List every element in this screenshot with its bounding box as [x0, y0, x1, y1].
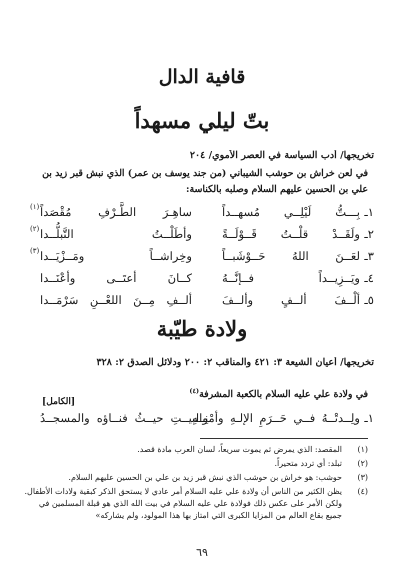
verse — [30, 409, 374, 429]
poem-title: بتّ ليلي مسهداً — [134, 108, 270, 133]
footnote-text: حوشب: هو خراش بن حوشب الذي نبش قبر زيد بن علي بن الحسين عليهم السلام. — [68, 473, 342, 482]
verse-number: ١ـ — [364, 205, 374, 219]
poem-source: تخريجها/ أعيان الشيعة ٣: ٤٢١ والمناقب ٢: ٢٠٠ ودلائل الصدق ٢: ٣٢٨ — [96, 357, 374, 368]
footnote-number: (١) — [357, 445, 368, 454]
verse-first-hemistich: ألْــفَ ألــفٍ وألــفَ — [222, 293, 360, 307]
footnote — [22, 486, 368, 522]
footnote-separator — [200, 438, 368, 439]
verse-second-hemistich: وخِراشــاً ومَــزْيَــدا — [40, 249, 192, 263]
verse-first-hemistich: ولَقَــدْ قلْــتُ قَــوْلَــةً — [222, 227, 360, 241]
verse-first-hemistich: لعَــنَ اللهُ حَــوْشَبــاً — [222, 249, 360, 263]
verse-number: ٣ـ — [364, 249, 374, 263]
verse-number: ٥ـ — [364, 293, 374, 307]
footnote-marker: (٣) — [30, 247, 40, 255]
verse-first-hemistich: ولِــدتْــهُ فــي حَــرَمِ الإلـهِ وأمْنِــهِ — [192, 411, 360, 425]
verse-number: ١ـ — [364, 411, 374, 425]
verse-second-hemistich: كــانَ أعتَــى وأعْنَــدا — [40, 271, 192, 285]
poem-intro-line: علي بن الحسين عليهم السلام وصلبه بالكناسة: — [186, 184, 368, 195]
verse-second-hemistich: ساهِـرَ الطَّـرْفِ مُقْصَداً — [40, 205, 192, 219]
poem-title: ولادة طيّبة — [156, 316, 248, 341]
poem-intro-line: في لعن خراش بن حوشب الشيباني (من جند يوسف بن عمر) الذي نبش قبر زيد بن — [42, 168, 368, 179]
verse — [30, 203, 374, 223]
footnote-number: (٣) — [357, 473, 368, 482]
verse — [30, 247, 374, 267]
footnote-number: (٢) — [357, 459, 368, 468]
verse — [30, 269, 374, 289]
footnote — [22, 444, 368, 456]
meter-label: [الكامل] — [42, 397, 76, 407]
verse-number: ٢ـ — [364, 227, 374, 241]
verse-first-hemistich: ويَــزِيــداً فــإنَّــهُ — [222, 271, 360, 285]
footnote — [22, 458, 368, 470]
verse — [30, 225, 374, 245]
footnote-marker: (٤) — [189, 387, 200, 395]
page-number: ٦٩ — [196, 546, 208, 559]
verse-first-hemistich: بِـــتُّ لَيْلِــي مُسهــداً — [222, 205, 360, 219]
poem-intro — [28, 383, 368, 403]
footnote-text: يظن الكثير من الناس أن ولادة علي عليه السلام أمر عادي لا يستحق الذكر كبقية ولادات الأطفال. ولكن الأمر على عكس ذلك فولادة علي عليه السلام في بيت الله الذي هو قبلة المسلمين في جميع بقاع العالم من المزايا الكبرى التي امتاز بها هذا المولود، ولم يشاركه» — [24, 487, 342, 520]
verse-number: ٤ـ — [364, 271, 374, 285]
footnote-text: تبلد: أي تردد متحيراً. — [274, 459, 342, 468]
verse-second-hemistich: ألــفِ مِــنَ اللعْــنِ سَرْمَــدا — [40, 293, 192, 307]
footnote-text: المقصد: الذي يمرض ثم يموت سريعاً، لسان العرب مادة قصد. — [137, 445, 342, 454]
footnote-number: (٤) — [357, 487, 368, 496]
poem-intro-line: في ولادة علي عليه السلام بالكعبة المشرفة — [199, 389, 368, 401]
chapter-title: قافية الدال — [158, 66, 246, 88]
footnote-marker: (٢) — [30, 225, 40, 233]
poem-intro — [28, 166, 368, 198]
poem-source: تخريجها/ أدب السياسة في العصر الأموي/ ٢٠٤ — [189, 150, 374, 161]
footnote — [22, 472, 368, 484]
verse-second-hemistich: والبيــتِ حيــثُ فنــاؤه والمسجــدُ — [40, 411, 208, 425]
verse-second-hemistich: وأطَلْــتُ التَّبلُّــدا — [40, 227, 192, 241]
footnote-marker: (١) — [30, 203, 40, 211]
verse — [30, 291, 374, 311]
